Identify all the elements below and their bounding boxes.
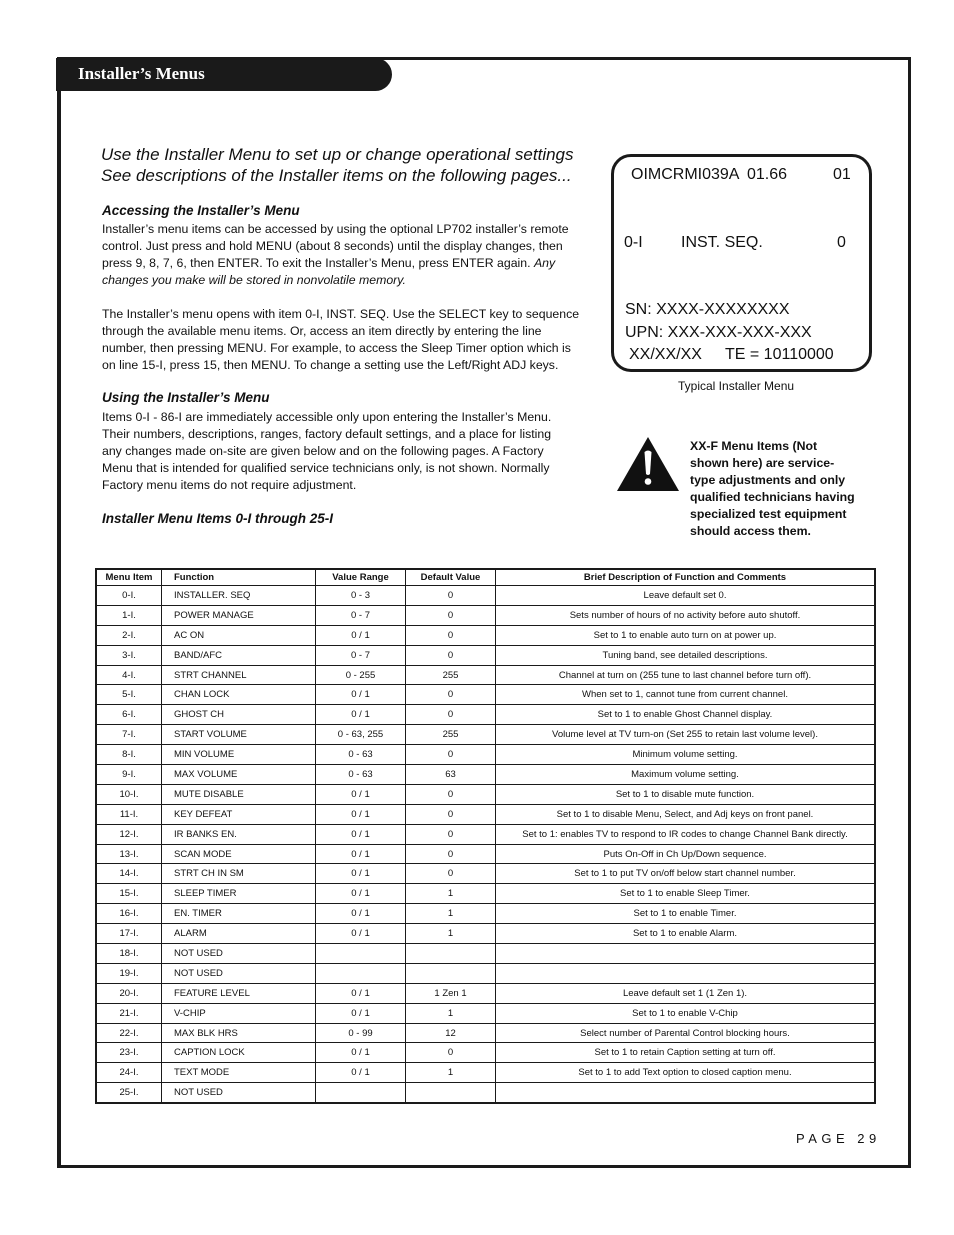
table-row [96, 944, 875, 964]
intro-line: See descriptions of the Installer items on the following pages... [101, 166, 572, 185]
default-value-cell: 0 [406, 645, 496, 665]
description-cell: Maximum volume setting. [496, 765, 876, 785]
value-range-cell: 0 - 7 [316, 605, 406, 625]
function-cell: NOT USED [162, 1083, 316, 1103]
table-row [96, 963, 875, 983]
default-value-cell: 0 [406, 705, 496, 725]
installer-menu-display [611, 154, 872, 372]
value-range-cell: 0 / 1 [316, 844, 406, 864]
menu-item-cell: 11-I. [96, 804, 162, 824]
installer-menu-table [95, 568, 876, 1104]
function-cell: STRT CHANNEL [162, 665, 316, 685]
warning-icon [616, 436, 680, 492]
default-value-cell: 1 [406, 924, 496, 944]
lcd-item-name: INST. SEQ. [681, 234, 763, 251]
value-range-cell: 0 / 1 [316, 904, 406, 924]
menu-item-cell: 22-I. [96, 1023, 162, 1043]
default-value-cell: 0 [406, 586, 496, 606]
function-cell: STRT CH IN SM [162, 864, 316, 884]
column-header: Brief Description of Function and Comments [496, 569, 876, 586]
warning-line: XX-F Menu Items (Not [690, 439, 818, 453]
table-row [96, 705, 875, 725]
table-row [96, 625, 875, 645]
warning-line: should access them. [690, 524, 811, 538]
description-cell: Tuning band, see detailed descriptions. [496, 645, 876, 665]
value-range-cell: 0 / 1 [316, 705, 406, 725]
function-cell: NOT USED [162, 963, 316, 983]
description-cell: Select number of Parental Control blocking hours. [496, 1023, 876, 1043]
menu-item-cell: 1-I. [96, 605, 162, 625]
menu-item-cell: 18-I. [96, 944, 162, 964]
function-cell: TEXT MODE [162, 1063, 316, 1083]
value-range-cell: 0 - 63 [316, 765, 406, 785]
description-cell: Set to 1: enables TV to respond to IR codes to change Channel Bank directly. [496, 824, 876, 844]
default-value-cell: 0 [406, 784, 496, 804]
table-row [96, 685, 875, 705]
paragraph-line: control. Just press and hold MENU (about 8 seconds) until the display changes, then [102, 239, 563, 253]
warning-line: qualified technicians having [690, 490, 855, 504]
opens-paragraph [102, 306, 597, 374]
value-range-cell: 0 / 1 [316, 983, 406, 1003]
menu-item-cell: 2-I. [96, 625, 162, 645]
table-row [96, 645, 875, 665]
paragraph-line: Installer’s menu items can be accessed by using the optional LP702 installer’s remote [102, 222, 569, 236]
accessing-paragraph [102, 221, 597, 289]
default-value-cell: 1 [406, 904, 496, 924]
value-range-cell: 0 / 1 [316, 824, 406, 844]
menu-item-cell: 21-I. [96, 1003, 162, 1023]
function-cell: ALARM [162, 924, 316, 944]
default-value-cell: 0 [406, 625, 496, 645]
menu-item-cell: 16-I. [96, 904, 162, 924]
page-number: PAGE 29 [796, 1131, 881, 1146]
value-range-cell: 0 - 3 [316, 586, 406, 606]
value-range-cell: 0 - 7 [316, 645, 406, 665]
description-cell: When set to 1, cannot tune from current channel. [496, 685, 876, 705]
table-row [96, 1043, 875, 1063]
description-cell: Set to 1 to put TV on/off below start channel number. [496, 864, 876, 884]
function-cell: SCAN MODE [162, 844, 316, 864]
paragraph-line: on line 15-I, press 15, then MENU. To change a setting use the Left/Right ADJ keys. [102, 358, 559, 372]
table-row [96, 745, 875, 765]
lcd-serial: SN: XXXX-XXXXXXXX [625, 301, 790, 318]
table-heading: Installer Menu Items 0-I through 25-I [102, 511, 334, 526]
menu-item-cell: 23-I. [96, 1043, 162, 1063]
table-row [96, 765, 875, 785]
menu-item-cell: 13-I. [96, 844, 162, 864]
function-cell: V-CHIP [162, 1003, 316, 1023]
value-range-cell [316, 963, 406, 983]
table-row [96, 983, 875, 1003]
table-row [96, 924, 875, 944]
description-cell [496, 963, 876, 983]
menu-item-cell: 20-I. [96, 983, 162, 1003]
warning-line: specialized test equipment [690, 507, 847, 521]
value-range-cell: 0 / 1 [316, 1043, 406, 1063]
paragraph-line: Their numbers, descriptions, ranges, factory default settings, and a place for listing [102, 427, 552, 441]
value-range-cell: 0 / 1 [316, 685, 406, 705]
paragraph-line: through the available menu items. Or, access an item directly by entering the line [102, 324, 542, 338]
table-row [96, 665, 875, 685]
menu-item-cell: 5-I. [96, 685, 162, 705]
description-cell: Leave default set 1 (1 Zen 1). [496, 983, 876, 1003]
default-value-cell [406, 944, 496, 964]
warning-line: type adjustments and only [690, 473, 846, 487]
paragraph-line: The Installer’s menu opens with item 0-I, INST. SEQ. Use the SELECT key to sequence [102, 307, 580, 321]
value-range-cell: 0 - 63, 255 [316, 725, 406, 745]
column-header: Value Range [316, 569, 406, 586]
description-cell: Leave default set 0. [496, 586, 876, 606]
function-cell: FEATURE LEVEL [162, 983, 316, 1003]
description-cell: Set to 1 to disable Menu, Select, and Adj keys on front panel. [496, 804, 876, 824]
function-cell: IR BANKS EN. [162, 824, 316, 844]
function-cell: MAX VOLUME [162, 765, 316, 785]
menu-item-cell: 24-I. [96, 1063, 162, 1083]
function-cell: MIN VOLUME [162, 745, 316, 765]
function-cell: CAPTION LOCK [162, 1043, 316, 1063]
lcd-item: 0-I [624, 234, 643, 251]
function-cell: AC ON [162, 625, 316, 645]
function-cell: START VOLUME [162, 725, 316, 745]
default-value-cell: 0 [406, 745, 496, 765]
value-range-cell [316, 944, 406, 964]
paragraph-line: Items 0-I - 86-I are immediately accessible only upon entering the Installer’s Menu. [102, 410, 552, 424]
description-cell: Sets number of hours of no activity before auto shutoff. [496, 605, 876, 625]
value-range-cell: 0 - 63 [316, 745, 406, 765]
table-row [96, 1023, 875, 1043]
default-value-cell: 1 [406, 1003, 496, 1023]
lcd-version: 01.66 [747, 166, 788, 183]
function-cell: CHAN LOCK [162, 685, 316, 705]
value-range-cell: 0 / 1 [316, 784, 406, 804]
table-header-row [96, 569, 875, 586]
lcd-number: 01 [833, 166, 851, 183]
value-range-cell: 0 / 1 [316, 1003, 406, 1023]
lcd-upn: UPN: XXX-XXX-XXX-XXX [625, 324, 812, 341]
default-value-cell: 255 [406, 725, 496, 745]
menu-item-cell: 6-I. [96, 705, 162, 725]
table-row [96, 605, 875, 625]
description-cell: Set to 1 to enable Alarm. [496, 924, 876, 944]
intro-text [101, 144, 601, 186]
function-cell: POWER MANAGE [162, 605, 316, 625]
function-cell: GHOST CH [162, 705, 316, 725]
default-value-cell: 255 [406, 665, 496, 685]
description-cell: Volume level at TV turn-on (Set 255 to retain last volume level). [496, 725, 876, 745]
table-body [96, 586, 875, 1104]
function-cell: SLEEP TIMER [162, 884, 316, 904]
paragraph-line: press 9, 8, 7, 6, then ENTER. To exit the Installer’s Menu, press ENTER again. Any [102, 256, 556, 270]
default-value-cell [406, 963, 496, 983]
paragraph-line: number, then pressing MENU. For example, to access the Sleep Timer option which is [102, 341, 571, 355]
default-value-cell: 1 [406, 1063, 496, 1083]
default-value-cell: 0 [406, 824, 496, 844]
menu-item-cell: 17-I. [96, 924, 162, 944]
column-header: Default Value [406, 569, 496, 586]
table-row [96, 1083, 875, 1103]
default-value-cell: 0 [406, 605, 496, 625]
menu-item-cell: 19-I. [96, 963, 162, 983]
description-cell: Set to 1 to enable auto turn on at power up. [496, 625, 876, 645]
value-range-cell: 0 / 1 [316, 884, 406, 904]
lcd-code: OIMCRMI039A [631, 166, 740, 183]
table-row [96, 844, 875, 864]
description-cell: Puts On-Off in Ch Up/Down sequence. [496, 844, 876, 864]
warning-text [690, 438, 870, 540]
function-cell: MUTE DISABLE [162, 784, 316, 804]
table-row [96, 725, 875, 745]
function-cell: NOT USED [162, 944, 316, 964]
default-value-cell: 0 [406, 844, 496, 864]
using-paragraph [102, 409, 597, 494]
paragraph-line: changes you make will be stored in nonvolatile memory. [102, 273, 406, 287]
description-cell: Minimum volume setting. [496, 745, 876, 765]
function-cell: INSTALLER. SEQ [162, 586, 316, 606]
menu-item-cell: 12-I. [96, 824, 162, 844]
table-row [96, 784, 875, 804]
menu-item-cell: 9-I. [96, 765, 162, 785]
lcd-date: XX/XX/XX [629, 346, 702, 363]
lcd-caption: Typical Installer Menu [678, 379, 795, 393]
function-cell: BAND/AFC [162, 645, 316, 665]
description-cell: Set to 1 to disable mute function. [496, 784, 876, 804]
default-value-cell: 0 [406, 864, 496, 884]
description-cell: Set to 1 to enable Ghost Channel display. [496, 705, 876, 725]
description-cell: Set to 1 to add Text option to closed caption menu. [496, 1063, 876, 1083]
function-cell: EN. TIMER [162, 904, 316, 924]
default-value-cell: 0 [406, 804, 496, 824]
paragraph-line: any changes made on-site are given below and on the following pages. A Factory [102, 444, 544, 458]
description-cell [496, 1083, 876, 1103]
table-row [96, 904, 875, 924]
description-cell: Set to 1 to enable Timer. [496, 904, 876, 924]
table-row [96, 824, 875, 844]
value-range-cell: 0 / 1 [316, 625, 406, 645]
value-range-cell: 0 / 1 [316, 924, 406, 944]
value-range-cell: 0 - 99 [316, 1023, 406, 1043]
menu-item-cell: 4-I. [96, 665, 162, 685]
default-value-cell: 0 [406, 685, 496, 705]
value-range-cell: 0 / 1 [316, 804, 406, 824]
default-value-cell: 1 Zen 1 [406, 983, 496, 1003]
default-value-cell: 0 [406, 1043, 496, 1063]
intro-line: Use the Installer Menu to set up or change operational settings [101, 145, 574, 164]
menu-item-cell: 25-I. [96, 1083, 162, 1103]
accessing-heading: Accessing the Installer’s Menu [102, 203, 300, 218]
menu-item-cell: 14-I. [96, 864, 162, 884]
table-row [96, 1003, 875, 1023]
menu-item-cell: 8-I. [96, 745, 162, 765]
warning-line: shown here) are service- [690, 456, 835, 470]
using-heading: Using the Installer’s Menu [102, 390, 270, 405]
default-value-cell: 1 [406, 884, 496, 904]
value-range-cell: 0 - 255 [316, 665, 406, 685]
section-title: Installer’s Menus [78, 64, 205, 83]
description-cell: Set to 1 to retain Caption setting at turn off. [496, 1043, 876, 1063]
default-value-cell [406, 1083, 496, 1103]
function-cell: KEY DEFEAT [162, 804, 316, 824]
menu-item-cell: 15-I. [96, 884, 162, 904]
description-cell [496, 944, 876, 964]
table-row [96, 1063, 875, 1083]
menu-item-cell: 10-I. [96, 784, 162, 804]
table-row [96, 884, 875, 904]
table-row [96, 864, 875, 884]
value-range-cell: 0 / 1 [316, 1063, 406, 1083]
menu-item-cell: 3-I. [96, 645, 162, 665]
function-cell: MAX BLK HRS [162, 1023, 316, 1043]
value-range-cell: 0 / 1 [316, 864, 406, 884]
default-value-cell: 12 [406, 1023, 496, 1043]
lcd-item-value: 0 [837, 234, 846, 251]
table-row [96, 804, 875, 824]
paragraph-line: Factory menu items do not require adjustment. [102, 478, 357, 492]
lcd-te: TE = 10110000 [725, 346, 834, 363]
menu-item-cell: 7-I. [96, 725, 162, 745]
description-cell: Channel at turn on (255 tune to last channel before turn off). [496, 665, 876, 685]
column-header: Menu Item [96, 569, 162, 586]
description-cell: Set to 1 to enable V-Chip [496, 1003, 876, 1023]
menu-item-cell: 0-I. [96, 586, 162, 606]
value-range-cell [316, 1083, 406, 1103]
paragraph-line: Menu that is intended for qualified service technicians only, is not shown. Normally [102, 461, 550, 475]
table-row [96, 586, 875, 606]
description-cell: Set to 1 to enable Sleep Timer. [496, 884, 876, 904]
default-value-cell: 63 [406, 765, 496, 785]
column-header: Function [162, 569, 316, 586]
